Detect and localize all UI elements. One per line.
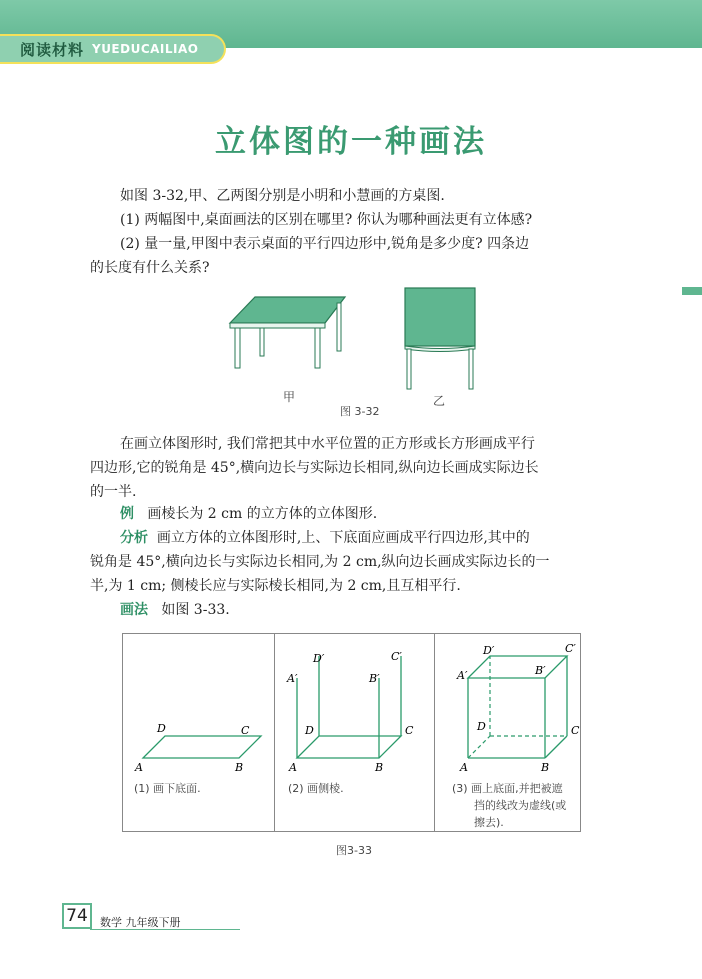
label-A-prime: A′ — [457, 669, 468, 682]
analysis-tag: 分析 — [120, 530, 148, 546]
section-banner — [0, 34, 226, 64]
step3-caption-line-3: 擦去). — [474, 816, 504, 829]
analysis-line-2: 锐角是 45°,横向边长与实际边长相同,为 2 cm,纵向边长画成实际边长的一 — [90, 554, 550, 570]
label-B: B — [235, 761, 244, 774]
footer-book-title: 数学 九年级下册 — [100, 916, 181, 929]
label-C-prime: C′ — [391, 650, 402, 663]
figure-3-33-caption: 图3-33 — [336, 844, 372, 857]
figure-3-33-step3 — [435, 634, 580, 774]
label-A: A — [289, 761, 297, 774]
label-D: D — [157, 722, 166, 735]
label-D: D — [305, 724, 314, 737]
step3-caption-line-1: (3) 画上底面,并把被遮 — [452, 782, 563, 795]
body-line-1: 在画立体图形时, 我们常把其中水平位置的正方形或长方形画成平行 — [120, 436, 535, 452]
label-A: A — [135, 761, 143, 774]
page-number: 74 — [62, 903, 92, 929]
intro-line-2: (1) 两幅图中,桌面画法的区别在哪里? 你认为哪种画法更有立体感? — [120, 212, 533, 228]
label-C: C — [241, 724, 250, 737]
example-tag: 例 — [120, 506, 134, 522]
label-B-prime: B′ — [369, 672, 380, 685]
body-line-3: 的一半. — [90, 484, 137, 500]
body-line-2: 四边形,它的锐角是 45°,横向边长与实际边长相同,纵向边长画成实际边长 — [90, 460, 539, 476]
method-text: 如图 3-33. — [161, 602, 230, 618]
label-C: C — [571, 724, 580, 737]
intro-line-4: 的长度有什么关系? — [90, 260, 210, 276]
intro-line-3: (2) 量一量,甲图中表示桌面的平行四边形中,锐角是多少度? 四条边 — [120, 236, 530, 252]
label-B: B — [541, 761, 550, 774]
method-line — [120, 600, 230, 620]
example-line — [120, 504, 377, 524]
figure-label-yi: 乙 — [433, 394, 446, 408]
section-title-cn: 阅读材料 — [20, 41, 85, 59]
intro-line-1: 如图 3-32,甲、乙两图分别是小明和小慧画的方桌图. — [120, 188, 445, 204]
figure-3-32-caption: 图 3-32 — [340, 405, 380, 418]
step2-caption: (2) 画侧棱. — [288, 782, 344, 795]
analysis-text-1: 画立方体的立体图形时,上、下底面应画成平行四边形,其中的 — [156, 530, 530, 546]
section-title-en: YUEDUCAILIAO — [92, 42, 199, 56]
label-A-prime: A′ — [287, 672, 298, 685]
label-D-prime: D′ — [483, 644, 495, 657]
figure-3-32 — [225, 285, 495, 405]
step1-caption: (1) 画下底面. — [134, 782, 201, 795]
figure-3-33-step2 — [275, 634, 433, 774]
figure-label-jia: 甲 — [283, 390, 296, 404]
figure-3-33-step1 — [123, 634, 273, 774]
analysis-line-1 — [120, 528, 530, 548]
label-B: B — [375, 761, 384, 774]
label-B-prime: B′ — [535, 664, 546, 677]
label-D: D — [477, 720, 486, 733]
side-tab-marker — [682, 287, 702, 295]
label-A: A — [460, 761, 468, 774]
analysis-line-3: 半,为 1 cm; 侧棱长应与实际棱长相同,为 2 cm,且互相平行. — [90, 578, 461, 594]
label-D-prime: D′ — [313, 652, 325, 665]
label-C: C — [405, 724, 414, 737]
label-C-prime: C′ — [565, 642, 576, 655]
page-title: 立体图的一种画法 — [215, 124, 487, 160]
example-text: 画棱长为 2 cm 的立方体的立体图形. — [147, 506, 378, 522]
method-tag: 画法 — [120, 602, 148, 618]
table-jia-drawing — [230, 297, 345, 368]
step3-caption-line-2: 挡的线改为虚线(或 — [474, 799, 567, 812]
table-yi-drawing — [405, 288, 475, 389]
